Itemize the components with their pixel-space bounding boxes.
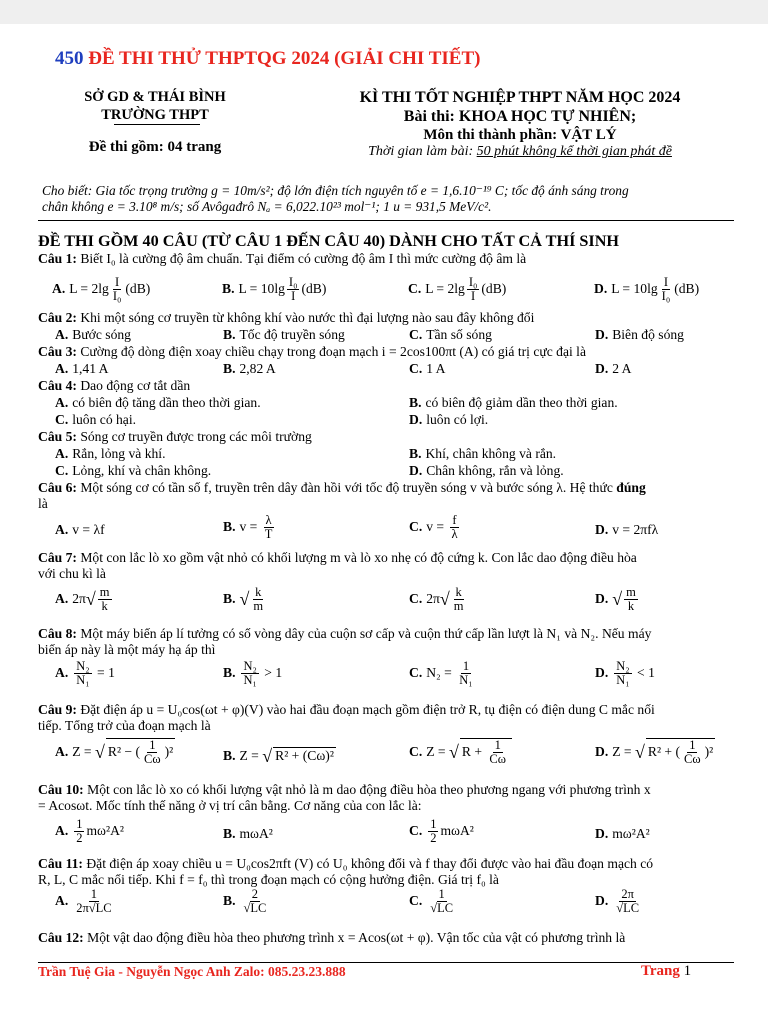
option-a[interactable]: A. $\frac{1}{2\pi√LC}$: [55, 887, 112, 916]
question-10: Câu 10: Một con lắc lò xo có khối lượng vật nhỏ là m dao động điều hòa theo phương ngang với phương trình x = Acosωt. Mốc tính thế năng ở vị trí cân bằng. Cơ năng của con lắc là:: [38, 782, 651, 814]
exam-heading: ĐỀ THI GỒM 40 CÂU (TỪ CÂU 1 ĐẾN CÂU 40) DÀNH CHO TẤT CẢ THÍ SINH: [38, 232, 620, 250]
question-12: Câu 12: Một vật dao động điều hòa theo phương trình x = Acos(ωt + φ). Vận tốc của vật có phương trình là: [38, 930, 626, 945]
question-9: Câu 9: Đặt điện áp u = U₀cos(ωt + φ)(V) vào hai đầu đoạn mạch gồm điện trở R, tụ điện có điện dung C mắc nối tiếp. Tổng trở của đoạn mạch là: [38, 702, 655, 734]
option-c[interactable]: C. luôn có hại.: [55, 412, 137, 427]
option-b[interactable]: B. $\frac{\text{N₂}}{\text{N₁}}$ > 1: [223, 659, 283, 688]
option-c[interactable]: C. v = $\frac{f}{\lambda}$: [409, 513, 458, 542]
page-count: Đề thi gồm: 04 trang: [88, 139, 222, 156]
option-a[interactable]: A. v = λf: [55, 522, 105, 537]
option-b[interactable]: B. √ $\frac{k}{m}$: [223, 585, 264, 614]
option-a[interactable]: A. L = 2lg $\frac{I}{\text{I₀}}$ (dB): [52, 275, 151, 304]
question-3: Câu 3: Cường độ dòng điện xoay chiều chạy trong đoạn mạch i = 2cos100πt (A) có giá trị cực đại là: [38, 344, 586, 359]
option-d[interactable]: D. mω²A²: [595, 826, 650, 841]
option-c[interactable]: C. 1 A: [409, 361, 446, 376]
page-number: Trang 1: [641, 963, 692, 979]
option-b[interactable]: B. có biên độ giảm dần theo thời gian.: [409, 395, 618, 410]
footer-divider: [38, 962, 734, 963]
question-11-options: [55, 888, 745, 928]
option-a[interactable]: A. 2π√ $\frac{m}{k}$: [55, 585, 110, 614]
main-title: 450 ĐỀ THI THỬ THPTQG 2024 (GIẢI CHI TIẾT): [55, 48, 481, 69]
option-b[interactable]: B. $\frac{2}{√LC}$: [223, 887, 267, 916]
option-d[interactable]: D. $\frac{2\pi}{√LC}$: [595, 887, 640, 916]
option-a[interactable]: A. $\frac{\text{N₂}}{\text{N₁}}$ = 1: [55, 659, 115, 688]
exam-component: Môn thi thành phần: VẬT LÝ: [423, 127, 617, 144]
question-8-options: [55, 658, 745, 698]
option-d[interactable]: D. Chân không, rắn và lỏng.: [409, 463, 564, 478]
question-6: Câu 6: Một sóng cơ có tần số f, truyền trên dây đàn hồi với tốc độ truyền sóng v và bước sóng λ. Hệ thức đúng là: [38, 480, 646, 512]
question-2-options: [55, 327, 745, 345]
question-11: Câu 11: Đặt điện áp xoay chiều u = U₀cos2πft (V) có U₀ không đổi và f thay đổi được vào hai đầu đoạn mạch có R, L, C mắc nối tiếp. Khi f = f₀ thì trong đoạn mạch có cộng hưởng điện. Giá trị f₀ là: [38, 856, 654, 888]
question-1: Câu 1: Biết I₀ là cường độ âm chuẩn. Tại điểm có cường độ âm I thì mức cường độ âm là: [38, 251, 527, 266]
question-2: Câu 2: Khi một sóng cơ truyền từ không khí vào nước thì đại lượng nào sau đây không đổi: [38, 310, 535, 325]
option-d[interactable]: D. v = 2πfλ: [595, 522, 659, 537]
option-c[interactable]: C. N₂ = $\frac{1}{\text{N₁}}$: [409, 659, 473, 688]
option-a[interactable]: A. Rắn, lỏng và khí.: [55, 446, 166, 461]
option-d[interactable]: D. L = 10lg $\frac{I}{\text{I₀}}$ (dB): [594, 275, 700, 304]
given-constants: Cho biết: Gia tốc trọng trường g = 10m/s²; độ lớn điện tích nguyên tố e = 1,6.10⁻¹⁹ C; tốc độ ánh sáng trong chân không e = 3.10⁸ m/s; số Avôgađrô Nₐ = 6,022.10²³ mol⁻¹; 1 u = 931,5 MeV/c².: [42, 183, 629, 215]
school-name: TRƯỜNG THPT: [101, 107, 209, 124]
question-10-options: [55, 816, 745, 856]
question-9-options: [55, 736, 745, 778]
question-8: Câu 8: Một máy biến áp lí tưởng có số vòng dây của cuộn sơ cấp và cuộn thứ cấp lần lượt là N₁ và N₂. Nếu máy biến áp này là một máy hạ áp thì: [38, 626, 652, 658]
option-a[interactable]: A. 1,41 A: [55, 361, 109, 376]
option-d[interactable]: D. 2 A: [595, 361, 632, 376]
option-c[interactable]: C. L = 2lg $\frac{\text{I₀}}{I}$ (dB): [408, 275, 507, 304]
option-c[interactable]: C. 2π√ $\frac{k}{m}$: [409, 585, 464, 614]
option-d[interactable]: D. luôn có lợi.: [409, 412, 489, 427]
option-c[interactable]: C. $\frac{1}{√LC}$: [409, 887, 454, 916]
question-5-options: [55, 446, 745, 482]
question-6-options: [55, 512, 745, 552]
question-1-options: [52, 270, 742, 310]
exam-header: [305, 88, 735, 161]
question-5: Câu 5: Sóng cơ truyền được trong các môi trường: [38, 429, 312, 444]
school-header: [40, 88, 270, 157]
option-b[interactable]: B. Z = √ R² + (Cω)²: [223, 746, 334, 766]
divider: [38, 220, 734, 221]
question-3-options: [55, 361, 745, 379]
option-d[interactable]: D. √ $\frac{m}{k}$: [595, 585, 636, 614]
question-7: Câu 7: Một con lắc lò xo gồm vật nhỏ có khối lượng m và lò xo nhẹ có độ cứng k. Con lắc dao động điều hòa với chu kì là: [38, 550, 637, 582]
header-underline: [114, 124, 200, 125]
exam-title: KÌ THI TỐT NGHIỆP THPT NĂM HỌC 2024: [359, 89, 681, 106]
exam-time: Thời gian làm bài: 50 phút không kể thời gian phát đề: [368, 144, 672, 160]
option-d[interactable]: D. Z = √ R² + ( $\frac{1}{C\omega}$ )²: [595, 738, 714, 767]
exam-subject: Bài thi: KHOA HỌC TỰ NHIÊN;: [403, 108, 637, 126]
option-b[interactable]: B. L = 10lg $\frac{\text{I₀}}{I}$ (dB): [222, 275, 327, 304]
option-c[interactable]: C. Tần số sóng: [409, 327, 492, 342]
footer-author: Trần Tuệ Gia - Nguyễn Ngọc Anh Zalo: 085.23.23.888: [38, 964, 346, 979]
option-b[interactable]: B. Tốc độ truyền sóng: [223, 327, 345, 342]
option-b[interactable]: B. 2,82 A: [223, 361, 276, 376]
option-a[interactable]: A. $\frac{1}{2}$ mω²A²: [55, 817, 124, 846]
option-b[interactable]: B. v = $\frac{\lambda}{T}$: [223, 513, 273, 542]
option-c[interactable]: C. Z = √ R + $\frac{1}{C\omega}$: [409, 738, 512, 766]
question-4-options: [55, 395, 745, 431]
option-d[interactable]: D. $\frac{\text{N₂}}{\text{N₁}}$ < 1: [595, 659, 655, 688]
option-c[interactable]: C. Lỏng, khí và chân không.: [55, 463, 212, 478]
option-a[interactable]: A. có biên độ tăng dần theo thời gian.: [55, 395, 261, 410]
option-c[interactable]: C. $\frac{1}{2}$ mωA²: [409, 817, 474, 846]
option-a[interactable]: A. Bước sóng: [55, 327, 131, 342]
option-b[interactable]: B. Khí, chân không và rắn.: [409, 446, 557, 461]
top-bar: [0, 0, 768, 24]
question-7-options: [55, 584, 745, 624]
option-a[interactable]: A. Z = √ R² − ( $\frac{1}{C\omega}$ )²: [55, 738, 174, 767]
department: SỞ GD & THÁI BÌNH: [84, 89, 226, 105]
question-4: Câu 4: Dao động cơ tắt dần: [38, 378, 191, 393]
option-d[interactable]: D. Biên độ sóng: [595, 327, 684, 342]
option-b[interactable]: B. mωA²: [223, 826, 273, 841]
